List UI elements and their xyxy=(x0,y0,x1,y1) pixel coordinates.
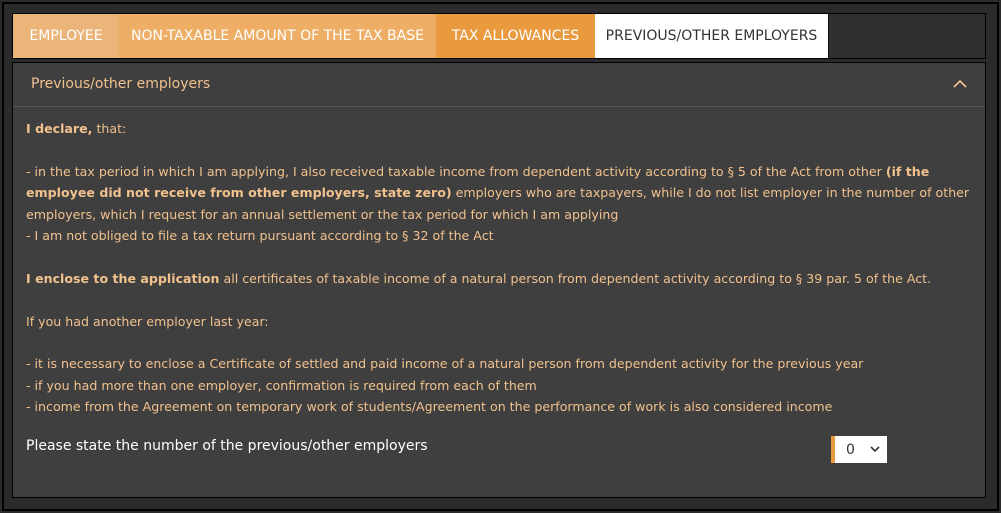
panel-header[interactable] xyxy=(13,63,985,107)
declare-bold: I declare, xyxy=(26,121,93,136)
requirement-item: - if you had more than one employer, confirmation is required from each of them xyxy=(26,377,537,393)
item1-bold: (if the employee did not receive from other employers, state zero) xyxy=(26,163,930,201)
declaration-text xyxy=(26,118,976,418)
select-value: 0 xyxy=(846,441,855,458)
requirement-item: - income from the Agreement on temporary work of students/Agreement on the performance of work is also considered income xyxy=(26,399,833,415)
employers-count-label: Please state the number of the previous/other employers xyxy=(26,438,428,454)
employers-count-select[interactable] xyxy=(831,436,887,463)
declare-line xyxy=(26,118,976,139)
declare-rest: that: xyxy=(92,121,127,136)
panel-title: Previous/other employers xyxy=(31,76,211,92)
another-employer-heading: If you had another employer last year: xyxy=(26,313,269,329)
tab-employee[interactable]: EMPLOYEE xyxy=(13,14,119,58)
previous-employers-panel xyxy=(12,62,986,498)
declaration-item-1 xyxy=(26,161,976,225)
tab-tax-allowances[interactable]: TAX ALLOWANCES xyxy=(436,14,595,58)
tab-previous-other-employers[interactable]: PREVIOUS/OTHER EMPLOYERS xyxy=(595,14,829,58)
chevron-up-icon[interactable] xyxy=(951,75,969,93)
tab-non-taxable-amount[interactable]: NON-TAXABLE AMOUNT OF THE TAX BASE xyxy=(119,14,436,58)
tab-bar-filler xyxy=(829,14,985,58)
declaration-item-2: - I am not obliged to file a tax return pursuant according to § 32 of the Act xyxy=(26,228,494,244)
chevron-down-icon xyxy=(870,445,880,453)
enclose-bold: I enclose to the application xyxy=(26,270,220,286)
item1-text-b: employers who are taxpayers, while I do not list employer in the number of other employers, which I request for an annual settlement or the tax period for which I am applying xyxy=(26,185,970,222)
item1-text-a: - in the tax period in which I am applying, I also received taxable income from dependent activity according to § 5 of the Act from other xyxy=(26,163,886,179)
requirement-item: - it is necessary to enclose a Certificate of settled and paid income of a natural person from dependent activity for the previous year xyxy=(26,356,864,372)
enclose-rest: all certificates of taxable income of a natural person from dependent activity according to § 39 par. 5 of the Act. xyxy=(219,270,932,286)
tab-bar xyxy=(12,13,986,59)
enclose-line xyxy=(26,268,976,289)
